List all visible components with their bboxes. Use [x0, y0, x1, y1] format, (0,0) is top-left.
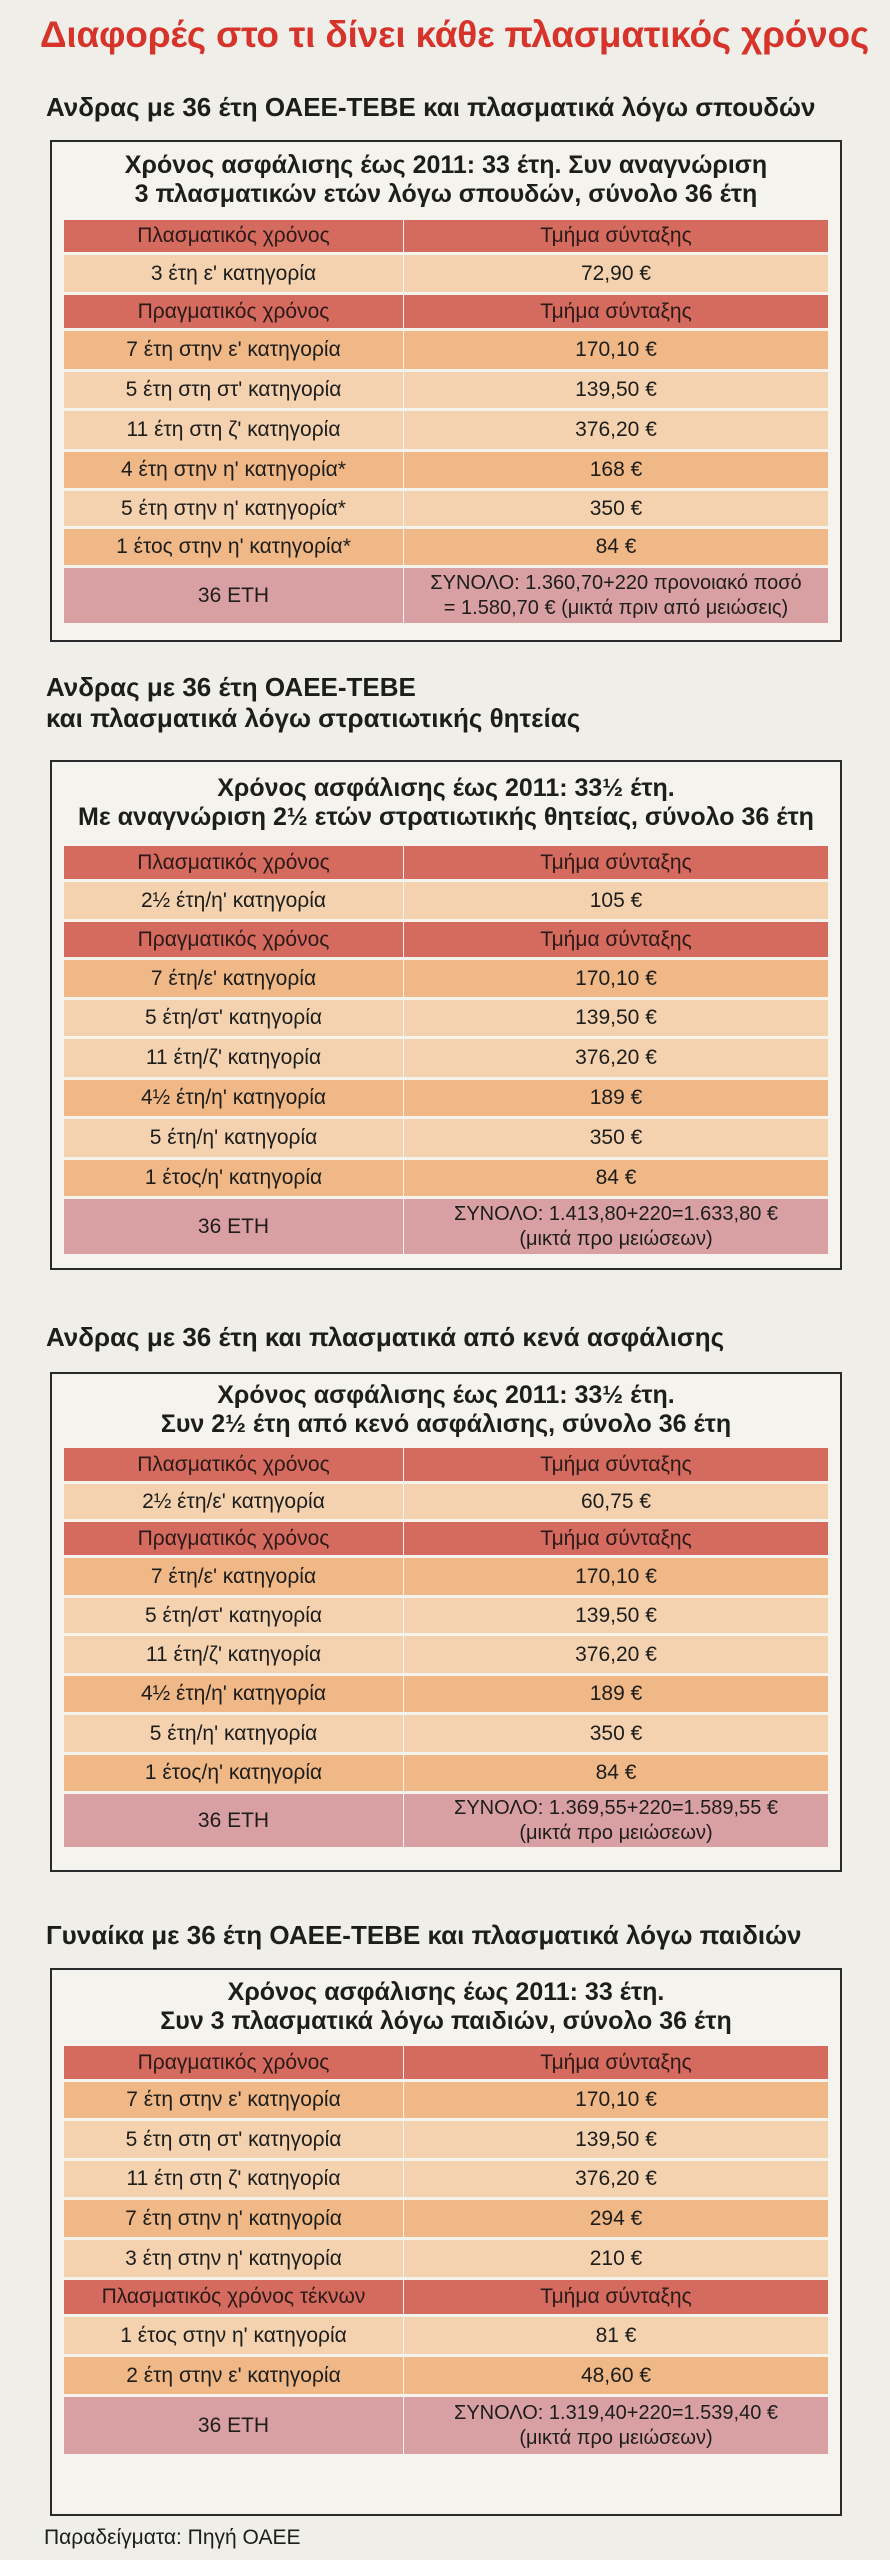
pension-amount-cell: 139,50 € — [575, 1603, 657, 1627]
pension-amount-cell: 170,10 € — [575, 966, 657, 990]
time-cell: 11 έτη στη ζ' κατηγορία — [64, 411, 404, 449]
section-heading — [46, 672, 580, 734]
table-header-row — [64, 295, 828, 328]
column-header-time: Πραγματικός χρόνος — [64, 922, 404, 957]
table-row — [64, 255, 828, 292]
table-row — [64, 1558, 828, 1595]
table-title-line: Χρόνος ασφάλισης έως 2011: 33½ έτη. — [217, 1381, 675, 1409]
pension-amount-cell: 210 € — [589, 2246, 643, 2270]
table-row — [64, 1598, 828, 1633]
column-header-time: Πραγματικός χρόνος — [64, 2046, 404, 2079]
table-row — [64, 1676, 828, 1712]
table-row — [64, 529, 828, 565]
table-row — [64, 491, 828, 526]
pension-amount-cell: 189 € — [589, 1086, 643, 1109]
time-cell: 11 έτη/ζ' κατηγορία — [64, 1039, 404, 1077]
pension-amount-cell: 84 € — [595, 1166, 637, 1189]
column-header-pension: Τμήμα σύνταξης — [540, 1526, 692, 1550]
table-title-line: 3 πλασματικών ετών λόγω σπουδών, σύνολο 36 έτη — [134, 180, 758, 208]
table-title — [52, 142, 840, 218]
column-header-pension: Τμήμα σύνταξης — [540, 224, 692, 247]
table-header-row — [64, 2046, 828, 2079]
pension-amount-cell: 376,20 € — [575, 1642, 657, 1666]
pension-table — [50, 760, 842, 1270]
table-row — [64, 2240, 828, 2277]
column-header-time: Πραγματικός χρόνος — [64, 1522, 404, 1555]
table-title-line: Με αναγνώριση 2½ ετών στρατιωτικής θητείας, σύνολο 36 έτη — [78, 803, 814, 831]
time-cell: 2 έτη στην ε' κατηγορία — [64, 2357, 404, 2394]
total-note-line: = 1.580,70 € (μικτά πριν από μειώσεις) — [443, 596, 789, 619]
table-row — [64, 331, 828, 369]
total-line: ΣΥΝΟΛΟ: 1.413,80+220=1.633,80 € — [453, 1202, 779, 1225]
time-cell: 7 έτη στην ε' κατηγορία — [64, 331, 404, 369]
pension-amount-cell: 168 € — [589, 458, 643, 481]
time-cell: 4 έτη στην η' κατηγορία* — [64, 452, 404, 488]
section-heading — [46, 1920, 802, 1951]
table-row — [64, 1755, 828, 1791]
pension-amount-cell: 294 € — [589, 2206, 643, 2230]
table-header-row — [64, 846, 828, 879]
table-title-line: Χρόνος ασφάλισης έως 2011: 33 έτη. — [227, 1978, 665, 2006]
section-heading — [46, 92, 815, 123]
table-total-row — [64, 1199, 828, 1254]
column-header-time: Πλασματικός χρόνος τέκνων — [64, 2280, 404, 2314]
table-title-line: Συν 3 πλασματικά λόγω παιδιών, σύνολο 36 έτη — [160, 2007, 732, 2035]
pension-amount-cell: 60,75 € — [580, 1489, 652, 1513]
time-cell: 1 έτος/η' κατηγορία — [64, 1755, 404, 1791]
total-note-line: (μικτά προ μειώσεων) — [519, 1227, 713, 1250]
time-cell: 2½ έτη/ε' κατηγορία — [64, 1484, 404, 1519]
table-row — [64, 411, 828, 449]
table-row — [64, 1080, 828, 1116]
pension-amount-cell: 139,50 € — [575, 1006, 657, 1029]
total-cell — [404, 2397, 828, 2454]
pension-amount-cell: 105 € — [589, 888, 643, 912]
time-cell: 5 έτη/η' κατηγορία — [64, 1715, 404, 1752]
time-cell: 2½ έτη/η' κατηγορία — [64, 882, 404, 919]
time-cell: 3 έτη ε' κατηγορία — [64, 255, 404, 292]
pension-amount-cell: 139,50 € — [575, 378, 657, 401]
table-total-row — [64, 568, 828, 623]
pension-amount-cell: 376,20 € — [575, 418, 657, 441]
pension-amount-cell: 84 € — [595, 1761, 637, 1784]
time-cell: 5 έτη/η' κατηγορία — [64, 1119, 404, 1157]
table-title — [52, 1374, 840, 1446]
pension-amount-cell: 376,20 € — [575, 2167, 657, 2190]
table-row — [64, 1160, 828, 1196]
total-note-line: (μικτά προ μειώσεων) — [519, 1821, 713, 1844]
pension-amount-cell: 170,10 € — [575, 1564, 657, 1588]
pension-amount-cell: 81 € — [595, 2323, 637, 2347]
time-cell: 1 έτος/η' κατηγορία — [64, 1160, 404, 1196]
time-cell: 7 έτη/ε' κατηγορία — [64, 1558, 404, 1595]
pension-amount-cell: 84 € — [595, 535, 637, 558]
table-row — [64, 1119, 828, 1157]
time-cell: 1 έτος στην η' κατηγορία* — [64, 529, 404, 565]
table-header-row — [64, 2280, 828, 2314]
table-header-row — [64, 220, 828, 252]
table-total-row — [64, 2397, 828, 2454]
time-cell: 3 έτη στην η' κατηγορία — [64, 2240, 404, 2277]
table-row — [64, 2121, 828, 2158]
table-row — [64, 1715, 828, 1752]
section-heading-line: και πλασματικά λόγω στρατιωτικής θητείας — [46, 703, 581, 733]
table-row — [64, 2200, 828, 2237]
pension-amount-cell: 376,20 € — [575, 1046, 657, 1069]
table-row — [64, 1636, 828, 1673]
column-header-time: Πλασματικός χρόνος — [64, 1448, 404, 1481]
time-cell: 36 ΕΤΗ — [64, 1794, 404, 1847]
time-cell: 11 έτη στη ζ' κατηγορία — [64, 2161, 404, 2197]
table-title — [52, 762, 840, 844]
pension-amount-cell: 350 € — [589, 1126, 643, 1149]
column-header-pension: Τμήμα σύνταξης — [540, 299, 692, 323]
time-cell: 36 ΕΤΗ — [64, 1199, 404, 1254]
table-title — [52, 1970, 840, 2044]
column-header-pension: Τμήμα σύνταξης — [540, 2050, 692, 2074]
time-cell: 4½ έτη/η' κατηγορία — [64, 1080, 404, 1116]
table-row — [64, 2161, 828, 2197]
source-footnote: Παραδείγματα: Πηγή ΟΑΕΕ — [44, 2526, 301, 2549]
column-header-pension: Τμήμα σύνταξης — [540, 927, 692, 951]
table-header-row — [64, 1522, 828, 1555]
total-cell — [404, 1794, 828, 1847]
table-title-line: Χρόνος ασφάλισης έως 2011: 33½ έτη. — [217, 774, 675, 802]
table-total-row — [64, 1794, 828, 1847]
time-cell: 5 έτη/στ' κατηγορία — [64, 1598, 404, 1633]
column-header-pension: Τμήμα σύνταξης — [540, 2285, 692, 2308]
pension-amount-cell: 72,90 € — [580, 261, 652, 285]
section-heading-line: Ανδρας με 36 έτη ΟΑΕΕ-ΤΕΒΕ και πλασματικά λόγω σπουδών — [46, 92, 816, 122]
pension-amount-cell: 170,10 € — [575, 2088, 657, 2111]
pension-table — [50, 1372, 842, 1872]
table-row — [64, 1039, 828, 1077]
time-cell: 11 έτη/ζ' κατηγορία — [64, 1636, 404, 1673]
time-cell: 5 έτη στη στ' κατηγορία — [64, 372, 404, 408]
column-header-time: Πλασματικός χρόνος — [64, 846, 404, 879]
column-header-time: Πραγματικός χρόνος — [64, 295, 404, 328]
column-header-time: Πλασματικός χρόνος — [64, 220, 404, 252]
table-row — [64, 2357, 828, 2394]
time-cell: 7 έτη στην ε' κατηγορία — [64, 2082, 404, 2118]
table-row — [64, 372, 828, 408]
total-line: ΣΥΝΟΛΟ: 1.369,55+220=1.589,55 € — [453, 1796, 779, 1819]
total-line: ΣΥΝΟΛΟ: 1.319,40+220=1.539,40 € — [453, 2401, 779, 2424]
article-title: Διαφορές στο τι δίνει κάθε πλασματικός χρόνος — [40, 14, 869, 55]
table-row — [64, 452, 828, 488]
table-title-line: Χρόνος ασφάλισης έως 2011: 33 έτη. Συν αναγνώριση — [124, 151, 768, 179]
table-row — [64, 960, 828, 997]
total-line: ΣΥΝΟΛΟ: 1.360,70+220 προνοιακό ποσό — [430, 571, 802, 594]
pension-table — [50, 140, 842, 642]
table-row — [64, 882, 828, 919]
pension-amount-cell: 139,50 € — [575, 2127, 657, 2151]
time-cell: 7 έτη στην η' κατηγορία — [64, 2200, 404, 2237]
time-cell: 1 έτος στην η' κατηγορία — [64, 2317, 404, 2354]
section-heading-line: Ανδρας με 36 έτη ΟΑΕΕ-ΤΕΒΕ — [46, 672, 416, 702]
pension-amount-cell: 350 € — [589, 1721, 643, 1745]
pension-amount-cell: 189 € — [589, 1682, 643, 1705]
table-row — [64, 1000, 828, 1036]
time-cell: 5 έτη στην η' κατηγορία* — [64, 491, 404, 526]
time-cell: 7 έτη/ε' κατηγορία — [64, 960, 404, 997]
time-cell: 5 έτη/στ' κατηγορία — [64, 1000, 404, 1036]
pension-amount-cell: 170,10 € — [575, 338, 657, 361]
table-row — [64, 2317, 828, 2354]
time-cell: 5 έτη στη στ' κατηγορία — [64, 2121, 404, 2158]
table-row — [64, 1484, 828, 1519]
table-header-row — [64, 922, 828, 957]
table-row — [64, 2082, 828, 2118]
time-cell: 36 ΕΤΗ — [64, 568, 404, 623]
time-cell: 4½ έτη/η' κατηγορία — [64, 1676, 404, 1712]
section-heading-line: Ανδρας με 36 έτη και πλασματικά από κενά ασφάλισης — [46, 1322, 725, 1352]
pension-amount-cell: 350 € — [589, 496, 643, 520]
total-cell — [404, 568, 828, 623]
total-note-line: (μικτά προ μειώσεων) — [519, 2426, 713, 2449]
column-header-pension: Τμήμα σύνταξης — [540, 1452, 692, 1476]
time-cell: 36 ΕΤΗ — [64, 2397, 404, 2454]
total-cell — [404, 1199, 828, 1254]
pension-amount-cell: 48,60 € — [580, 2363, 652, 2387]
section-heading — [46, 1322, 724, 1353]
pension-table — [50, 1968, 842, 2516]
column-header-pension: Τμήμα σύνταξης — [540, 850, 692, 874]
table-title-line: Συν 2½ έτη από κενό ασφάλισης, σύνολο 36 έτη — [160, 1410, 732, 1438]
table-header-row — [64, 1448, 828, 1481]
section-heading-line: Γυναίκα με 36 έτη ΟΑΕΕ-ΤΕΒΕ και πλασματικά λόγω παιδιών — [46, 1920, 802, 1950]
